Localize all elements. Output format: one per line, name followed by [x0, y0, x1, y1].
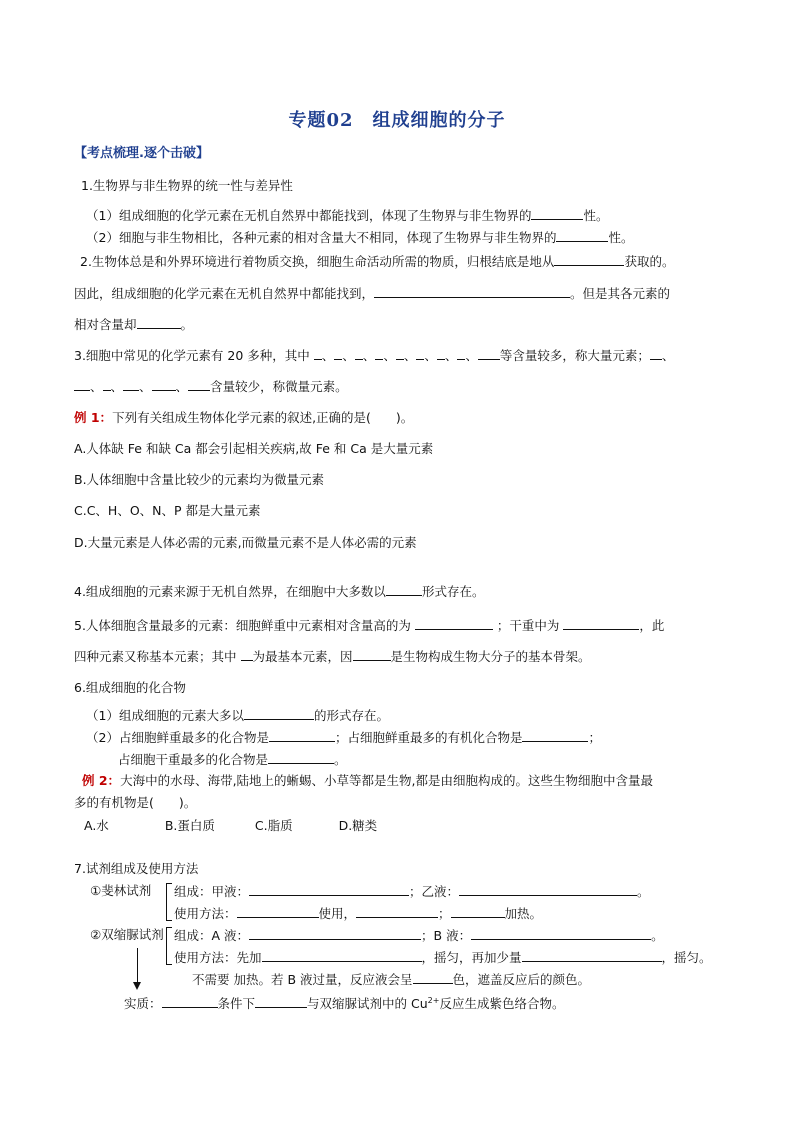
fehling-comp-start: 组成：甲液：	[174, 884, 250, 899]
blank[interactable]	[396, 347, 404, 360]
q6-statement-3	[118, 751, 347, 768]
blank[interactable]	[386, 583, 422, 596]
example-1-label: 例 1：	[74, 410, 113, 425]
q6-s3-end: 。	[334, 752, 347, 767]
biuret-use-end: ，摇匀。	[661, 950, 712, 965]
example-2-text: 大海中的水母、海带,陆地上的蜥蜴、小草等都是生物,都是由细胞构成的。这些生物细胞中含量最	[120, 773, 654, 788]
q2-line-1	[80, 253, 674, 270]
section-heading: 【考点梳理.逐个击破】	[74, 146, 209, 161]
blank[interactable]	[563, 617, 639, 630]
q1-s1-end: 性。	[583, 208, 609, 223]
blank[interactable]	[237, 905, 319, 918]
q7-heading: 7.试剂组成及使用方法	[74, 861, 199, 876]
blank[interactable]	[413, 971, 453, 984]
blank[interactable]	[137, 316, 181, 329]
fehling-use-end: 加热。	[504, 906, 543, 921]
essence-start: 实质：	[124, 996, 162, 1011]
q6-s1-start: （1）组成细胞的元素大多以	[86, 708, 244, 723]
example-1-option-d: D.大量元素是人体必需的元素,而微量元素不是人体必需的元素	[74, 535, 417, 550]
blank[interactable]	[471, 927, 651, 940]
fehling-comp-end: 。	[637, 884, 650, 899]
fehling-composition	[174, 883, 650, 900]
blank[interactable]	[74, 378, 90, 391]
example-1-option-c: C.C、H、O、N、P 都是大量元素	[74, 503, 261, 518]
blank[interactable]	[522, 729, 588, 742]
q6-heading: 6.组成细胞的化合物	[74, 680, 186, 695]
sep: 、	[465, 348, 478, 363]
sep: 、	[403, 348, 417, 363]
fehling-label: ①斐林试剂	[90, 883, 152, 898]
sep: 、	[661, 348, 675, 363]
q4-end: 形式存在。	[421, 584, 485, 599]
fehling-use-start: 使用方法：	[174, 906, 237, 921]
blank[interactable]	[415, 617, 493, 630]
q5-l2-end: 是生物构成生物大分子的基本骨架。	[390, 649, 591, 664]
biuret-brace	[166, 927, 172, 965]
essence-end: 反应生成紫色络合物。	[439, 996, 565, 1011]
blank[interactable]	[353, 648, 391, 661]
blank[interactable]	[314, 347, 322, 360]
biuret-composition	[174, 927, 664, 944]
q2-l2-end: 。但是其各元素的	[570, 286, 671, 301]
blank[interactable]	[451, 905, 505, 918]
q5-l2-start: 四种元素又称基本元素；其中	[74, 649, 237, 664]
q3-l1-start: 3.细胞中常见的化学元素有 20 多种，其中	[74, 348, 310, 363]
q5-l1-mid: ；干重中为	[496, 618, 560, 633]
q5-l1-end: ，此	[639, 618, 665, 633]
blank[interactable]	[255, 995, 307, 1008]
essence-mid2: 与双缩脲试剂中的 Cu	[307, 996, 428, 1011]
biuret-note-start: 不需要 加热。若 B 液过量，反应液会呈	[192, 972, 413, 987]
blank[interactable]	[355, 347, 363, 360]
example-2-option-b: B.蛋白质	[164, 818, 215, 833]
biuret-note-end: 色，遮盖反应后的颜色。	[452, 972, 591, 987]
blank[interactable]	[249, 883, 409, 896]
q6-s2-end: ；	[588, 730, 601, 745]
blank[interactable]	[437, 347, 445, 360]
sep: 、	[110, 379, 124, 394]
fehling-use-mid2: ；	[438, 906, 451, 921]
q5-line-1	[74, 617, 664, 634]
q2-line-3	[74, 316, 193, 333]
biuret-use-mid: ，摇匀，再加少量	[421, 950, 522, 965]
q4-start: 4.组成细胞的元素来源于无机自然界，在细胞中大多数以	[74, 584, 386, 599]
sep: 、	[424, 348, 437, 363]
blank[interactable]	[374, 285, 570, 298]
example-2-option-d: D.糖类	[338, 818, 378, 833]
blank[interactable]	[522, 949, 662, 962]
sep: 、	[362, 348, 376, 363]
q3-l2-end: 含量较少，称微量元素。	[210, 379, 348, 394]
biuret-note	[192, 971, 590, 988]
sep: 、	[383, 348, 396, 363]
sep: 、	[90, 379, 103, 394]
blank[interactable]	[262, 949, 422, 962]
blank[interactable]	[244, 707, 314, 720]
q6-s2-mid: ；占细胞鲜重最多的有机化合物是	[334, 730, 523, 745]
example-2-options	[84, 818, 377, 834]
q6-s3-start: 占细胞干重最多的化合物是	[118, 752, 269, 767]
blank[interactable]	[554, 253, 624, 266]
blank[interactable]	[103, 378, 111, 391]
q6-statement-2	[86, 729, 601, 746]
fehling-comp-mid: ；乙液：	[409, 884, 460, 899]
q1-statement-2	[86, 229, 633, 246]
essence-mid1: 条件下	[217, 996, 256, 1011]
blank[interactable]	[123, 378, 139, 391]
blank[interactable]	[478, 347, 500, 360]
biuret-label: ②双缩脲试剂	[90, 927, 164, 942]
q1-heading: 1.生物界与非生物界的统一性与差异性	[81, 178, 293, 193]
example-1-text: 下列有关组成生物体化学元素的叙述,正确的是( )。	[112, 410, 414, 425]
q6-s1-end: 的形式存在。	[313, 708, 389, 723]
down-arrow-icon	[137, 948, 138, 984]
q2-l3-end: 。	[180, 317, 194, 332]
q2-l2-text: 因此，组成细胞的化学元素在无机自然界中都能找到，	[74, 286, 375, 301]
example-2-line-1	[82, 773, 653, 789]
blank[interactable]	[152, 378, 176, 391]
q4	[74, 583, 484, 600]
example-2-label: 例 2：	[82, 773, 121, 788]
q5-line-2	[74, 648, 591, 665]
sep: 、	[175, 379, 189, 394]
blank[interactable]	[188, 378, 210, 391]
sep: 、	[342, 348, 355, 363]
biuret-comp-mid: ；B 液：	[421, 928, 472, 943]
q6-statement-1	[86, 707, 389, 724]
essence-sup: 2+	[427, 996, 440, 1005]
example-2-line-2: 多的有机物是( )。	[74, 795, 197, 810]
blank[interactable]	[268, 751, 334, 764]
sep: 、	[321, 348, 335, 363]
q3-l1-mid: 等含量较多，称大量元素；	[499, 348, 650, 363]
blank[interactable]	[650, 347, 662, 360]
q5-l2-mid: 为最基本元素，因	[252, 649, 353, 664]
example-1-option-a: A.人体缺 Fe 和缺 Ca 都会引起相关疾病,故 Fe 和 Ca 是大量元素	[74, 441, 434, 456]
example-2-option-a: A.水	[84, 818, 109, 833]
example-1	[74, 410, 413, 426]
example-2-option-c: C.脂质	[254, 818, 293, 833]
blank[interactable]	[241, 648, 253, 661]
q2-line-2	[74, 285, 670, 302]
fehling-use-mid1: 使用，	[318, 906, 357, 921]
biuret-comp-end: 。	[651, 928, 664, 943]
q1-s1-text: （1）组成细胞的化学元素在无机自然界中都能找到，体现了生物界与非生物界的	[86, 208, 532, 223]
page-title: 专题02 组成细胞的分子	[288, 110, 506, 131]
blank[interactable]	[531, 207, 583, 220]
q1-statement-1	[86, 207, 608, 224]
sep: 、	[444, 348, 458, 363]
q3-line-2	[74, 378, 348, 395]
q2-l3-text: 相对含量却	[74, 317, 137, 332]
q2-l1-text: 2.生物体总是和外界环境进行着物质交换，细胞生命活动所需的物质，归根结底是地从	[80, 254, 555, 269]
blank[interactable]	[249, 927, 421, 940]
biuret-essence	[124, 993, 564, 1012]
blank[interactable]	[269, 729, 335, 742]
biuret-comp-start: 组成：A 液：	[174, 928, 250, 943]
q1-s2-end: 性。	[608, 230, 634, 245]
fehling-brace	[166, 883, 172, 921]
q2-l1-end: 获取的。	[624, 254, 675, 269]
q5-l1-start: 5.人体细胞含量最多的元素：细胞鲜重中元素相对含量高的为	[74, 618, 411, 633]
q1-s2-text: （2）细胞与非生物相比，各种元素的相对含量大不相同，体现了生物界与非生物界的	[86, 230, 557, 245]
sep: 、	[139, 379, 152, 394]
example-1-option-b: B.人体细胞中含量比较少的元素均为微量元素	[74, 472, 325, 487]
biuret-use-start: 使用方法：先加	[174, 950, 262, 965]
arrow-head-icon	[133, 982, 141, 990]
biuret-usage	[174, 949, 712, 966]
blank[interactable]	[459, 883, 637, 896]
blank[interactable]	[556, 229, 608, 242]
q3-line-1	[74, 347, 674, 364]
q6-s2-start: （2）占细胞鲜重最多的化合物是	[86, 730, 269, 745]
fehling-usage	[174, 905, 542, 922]
blank[interactable]	[162, 995, 218, 1008]
blank[interactable]	[356, 905, 438, 918]
